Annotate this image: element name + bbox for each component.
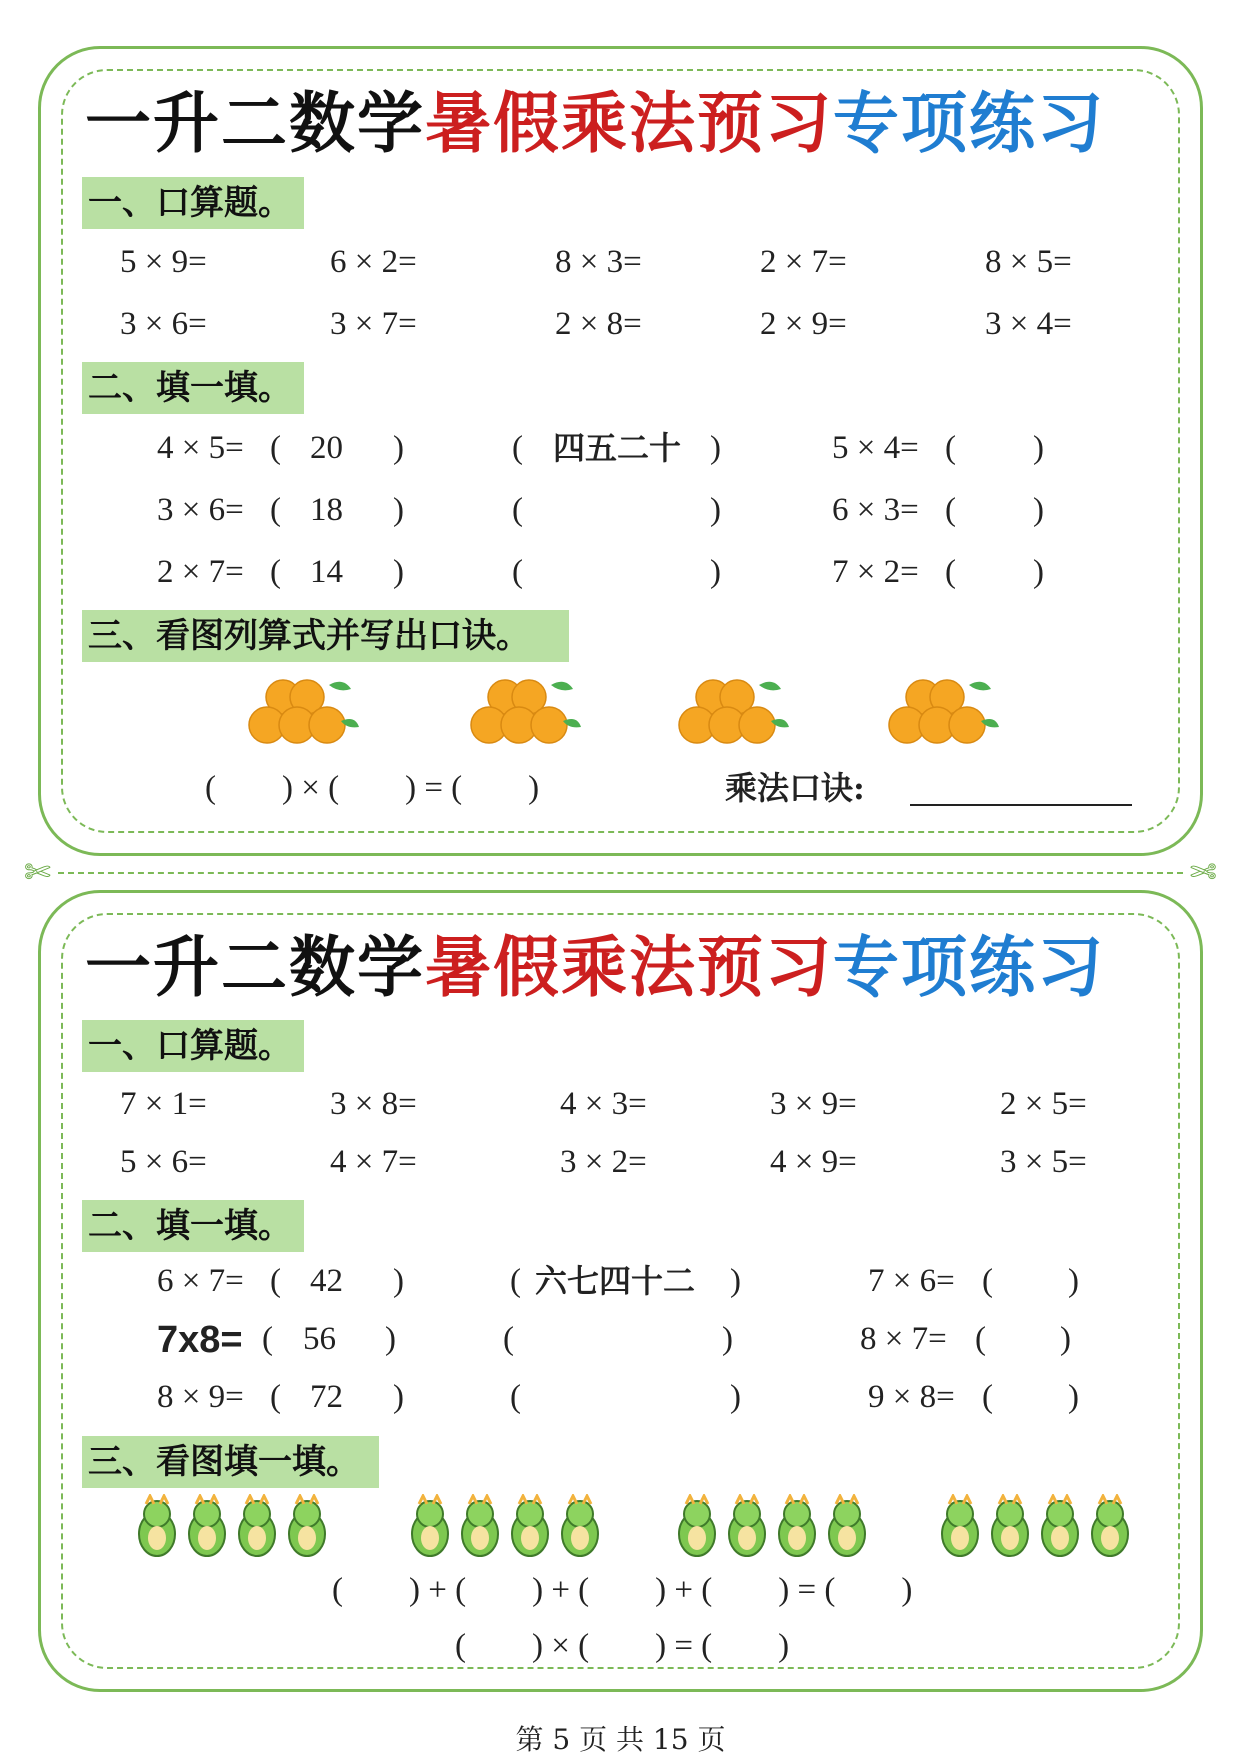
card-2-fill-ans-3: 72	[310, 1379, 343, 1415]
card-2-fill-eq2-paren-1: (	[982, 1263, 993, 1299]
card-2-oral-2: 3 × 8=	[330, 1086, 417, 1122]
dragon-icon	[189, 1496, 225, 1556]
card-1-oral-5: 8 × 5=	[985, 244, 1072, 280]
card-2-fill-eq-2: 7x8=	[157, 1319, 243, 1361]
card-2-fill-eq-3: 8 × 9=	[157, 1379, 244, 1415]
orange-group-icon	[885, 675, 1005, 750]
card-1-fill-eq2-paren-1: (	[945, 430, 956, 466]
card-2-oral-1: 7 × 1=	[120, 1086, 207, 1122]
dragon-icon	[829, 1496, 865, 1556]
card-2-oral-9: 4 × 9=	[770, 1144, 857, 1180]
card-2-fill-paren-close-3: )	[393, 1379, 404, 1415]
card-1-fill-paren-1: (	[270, 430, 281, 466]
dragon-icon	[942, 1496, 978, 1556]
card-1-fill-paren-3: (	[270, 554, 281, 590]
card-1-fill-eq2-close-3: )	[1033, 554, 1044, 590]
card-1-fill-eq-1: 4 × 5=	[157, 430, 244, 466]
card-2-fill-ans-2: 56	[303, 1321, 336, 1357]
card-2-rhyme-open-1: (	[510, 1263, 521, 1299]
card-1-rhyme-close-3: )	[710, 554, 721, 590]
card-1-fill-paren-close-2: )	[393, 492, 404, 528]
dragon-icon	[139, 1496, 175, 1556]
orange-group-icon	[467, 675, 587, 750]
card-2-fill-eq2-close-3: )	[1068, 1379, 1079, 1415]
card-1-fill-eq-2: 3 × 6=	[157, 492, 244, 528]
card-2-oral-8: 3 × 2=	[560, 1144, 647, 1180]
card-1-oral-1: 5 × 9=	[120, 244, 207, 280]
card-2-fill-eq2-close-2: )	[1060, 1321, 1071, 1357]
card-1-oral-2: 6 × 2=	[330, 244, 417, 280]
dragon-icon	[779, 1496, 815, 1556]
dragon-group-1	[132, 1494, 342, 1562]
scissors-icon: ✄	[24, 853, 51, 891]
card-2-oral-4: 3 × 9=	[770, 1086, 857, 1122]
card-2-fill-eq2-paren-2: (	[975, 1321, 986, 1357]
card-1-rhyme-close-2: )	[710, 492, 721, 528]
card-1-formula: ( ) × ( ) = ( )	[205, 770, 540, 806]
card-2-oral-5: 2 × 5=	[1000, 1086, 1087, 1122]
card-1-title: 一升二数学暑假乘法预习专项练习	[85, 84, 1105, 162]
dragon-icon	[462, 1496, 498, 1556]
card-1-oral-7: 3 × 7=	[330, 306, 417, 342]
card-2-formula-add: ( ) + ( ) + ( ) + ( ) = ( )	[332, 1572, 913, 1608]
card-2-fill-paren-2: (	[262, 1321, 273, 1357]
card-2-fill-eq2-3: 9 × 8=	[868, 1379, 955, 1415]
card-2-section-1-heading: 一、口算题。	[82, 1020, 304, 1072]
card-2-title: 一升二数学暑假乘法预习专项练习	[85, 928, 1105, 1006]
card-1-fill-eq2-paren-3: (	[945, 554, 956, 590]
card-2-rhyme-close-3: )	[730, 1379, 741, 1415]
card-2-fill-eq2-2: 8 × 7=	[860, 1321, 947, 1357]
dragon-icon	[679, 1496, 715, 1556]
dragon-icon	[239, 1496, 275, 1556]
dragon-icon	[512, 1496, 548, 1556]
orange-group-icon	[245, 675, 365, 750]
card-1-section-1-heading: 一、口算题。	[82, 177, 304, 229]
card-1-rhyme-label: 乘法口诀:	[725, 769, 865, 807]
card-2-oral-7: 4 × 7=	[330, 1144, 417, 1180]
card-2-oral-6: 5 × 6=	[120, 1144, 207, 1180]
page-footer: 第 5 页 共 15 页	[515, 1723, 726, 1756]
card-2-oral-3: 4 × 3=	[560, 1086, 647, 1122]
card-2-section-2-heading: 二、填一填。	[82, 1200, 304, 1252]
card-1-fill-paren-2: (	[270, 492, 281, 528]
card-1-oral-9: 2 × 9=	[760, 306, 847, 342]
dragon-icon	[729, 1496, 765, 1556]
card-2-fill-eq2-paren-3: (	[982, 1379, 993, 1415]
card-2-fill-eq2-close-1: )	[1068, 1263, 1079, 1299]
dragon-icon	[289, 1496, 325, 1556]
card-2-rhyme-open-2: (	[503, 1321, 514, 1357]
card-2-fill-paren-3: (	[270, 1379, 281, 1415]
card-1-fill-ans-3: 14	[310, 554, 343, 590]
card-2-fill-ans-1: 42	[310, 1263, 343, 1299]
card-1-fill-eq2-1: 5 × 4=	[832, 430, 919, 466]
card-1-oral-6: 3 × 6=	[120, 306, 207, 342]
card-2-rhyme-close-1: )	[730, 1263, 741, 1299]
scissors-icon: ✄	[1190, 853, 1217, 891]
card-2-fill-eq2-1: 7 × 6=	[868, 1263, 955, 1299]
card-2-fill-paren-close-1: )	[393, 1263, 404, 1299]
orange-group-icon	[675, 675, 795, 750]
card-2-fill-paren-1: (	[270, 1263, 281, 1299]
dragon-group-2	[405, 1494, 615, 1562]
card-2-rhyme-open-3: (	[510, 1379, 521, 1415]
card-1-fill-eq2-paren-2: (	[945, 492, 956, 528]
card-1-section-3-heading: 三、看图列算式并写出口诀。	[82, 610, 569, 662]
dragon-icon	[412, 1496, 448, 1556]
dragon-icon	[992, 1496, 1028, 1556]
card-2-oral-10: 3 × 5=	[1000, 1144, 1087, 1180]
card-1-rhyme-open-2: (	[512, 492, 523, 528]
card-1-fill-ans-2: 18	[310, 492, 343, 528]
card-1-section-2-heading: 二、填一填。	[82, 362, 304, 414]
card-1-oral-10: 3 × 4=	[985, 306, 1072, 342]
card-2-rhyme-close-2: )	[722, 1321, 733, 1357]
card-1-fill-eq2-close-1: )	[1033, 430, 1044, 466]
card-1-rhyme-open-3: (	[512, 554, 523, 590]
card-2-rhyme-1: 六七四十二	[535, 1262, 696, 1300]
card-1-oral-4: 2 × 7=	[760, 244, 847, 280]
card-1-fill-eq-3: 2 × 7=	[157, 554, 244, 590]
card-2-fill-eq-1: 6 × 7=	[157, 1263, 244, 1299]
card-1-rhyme-1: 四五二十	[553, 429, 682, 467]
card-1-fill-eq2-2: 6 × 3=	[832, 492, 919, 528]
card-1-fill-eq2-close-2: )	[1033, 492, 1044, 528]
card-1-rhyme-answer-line	[910, 804, 1132, 806]
card-1-rhyme-close-1: )	[710, 430, 721, 466]
dragon-icon	[562, 1496, 598, 1556]
card-1-oral-8: 2 × 8=	[555, 306, 642, 342]
dragon-icon	[1042, 1496, 1078, 1556]
dragon-group-3	[672, 1494, 882, 1562]
card-1-fill-ans-1: 20	[310, 430, 343, 466]
card-1-fill-eq2-3: 7 × 2=	[832, 554, 919, 590]
dragon-icon	[1092, 1496, 1128, 1556]
card-2-fill-paren-close-2: )	[385, 1321, 396, 1357]
dragon-group-4	[935, 1494, 1145, 1562]
card-1-rhyme-open-1: (	[512, 430, 523, 466]
card-2-section-3-heading: 三、看图填一填。	[82, 1436, 379, 1488]
card-1-oral-3: 8 × 3=	[555, 244, 642, 280]
cut-line	[58, 872, 1183, 874]
card-1-fill-paren-close-1: )	[393, 430, 404, 466]
card-1-fill-paren-close-3: )	[393, 554, 404, 590]
card-2-formula-mul: ( ) × ( ) = ( )	[455, 1628, 790, 1664]
